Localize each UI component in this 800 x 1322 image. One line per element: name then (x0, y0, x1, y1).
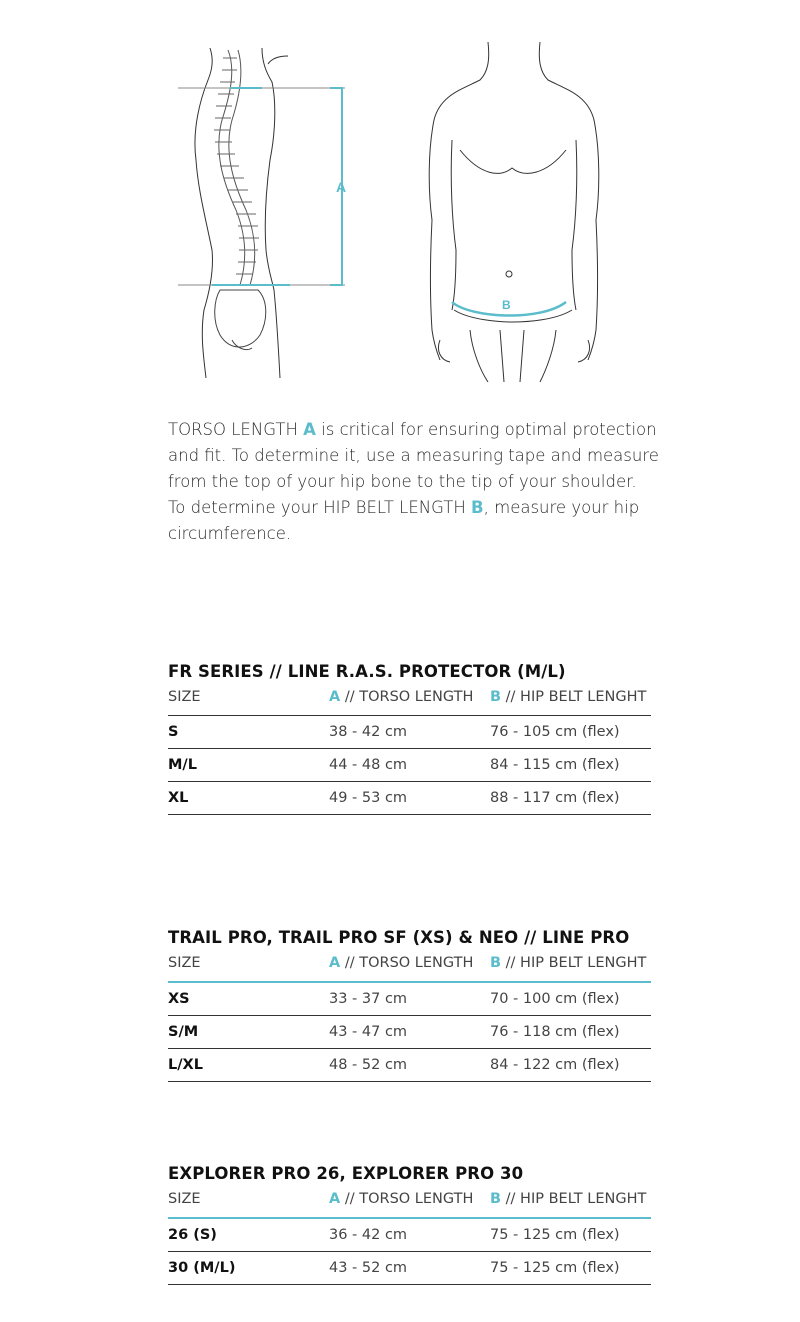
size-table-trail-pro (168, 924, 651, 1082)
size-table-fr-series (168, 658, 651, 815)
table-title: EXPLORER PRO 26, EXPLORER PRO 30 (168, 1164, 524, 1183)
table-row (168, 983, 651, 1016)
header-letter-b: B (490, 1191, 502, 1207)
table-row (168, 749, 651, 782)
cell-hip: 88 - 117 cm (flex) (490, 790, 620, 806)
header-hip-label: // HIP BELT LENGHT (505, 689, 647, 705)
cell-hip: 75 - 125 cm (flex) (490, 1260, 620, 1276)
cell-torso: 43 - 52 cm (329, 1260, 408, 1276)
header-torso-label: // TORSO LENGTH (344, 689, 474, 705)
cell-hip: 70 - 100 cm (flex) (490, 991, 620, 1007)
header-torso (329, 1188, 490, 1211)
intro-p1-letter: A (303, 420, 316, 439)
intro-p1-after: is critical for ensuring optimal protection and fit. To determine it, use a measuring tape and measure from the top of your hip bone to the tip of your shoulder. (168, 420, 659, 491)
cell-size: XL (168, 790, 189, 806)
header-torso-label: // TORSO LENGTH (344, 955, 474, 971)
intro-p2-letter: B (471, 498, 484, 517)
size-table-explorer-pro (168, 1160, 651, 1285)
header-size: SIZE (168, 955, 201, 971)
header-letter-a: A (329, 689, 341, 705)
cell-size: 26 (S) (168, 1227, 217, 1243)
cell-hip: 84 - 115 cm (flex) (490, 757, 620, 773)
table-title: FR SERIES // LINE R.A.S. PROTECTOR (M/L) (168, 662, 566, 681)
header-size: SIZE (168, 689, 201, 705)
cell-hip: 76 - 105 cm (flex) (490, 724, 620, 740)
header-letter-b: B (490, 689, 502, 705)
header-torso-label: // TORSO LENGTH (344, 1191, 474, 1207)
intro-p1-before: TORSO LENGTH (168, 420, 304, 439)
table-header (168, 952, 651, 981)
intro-p2-after: , measure your hip circumference. (168, 498, 640, 543)
table-title: TRAIL PRO, TRAIL PRO SF (XS) & NEO // LINE PRO (168, 928, 630, 947)
cell-size: M/L (168, 757, 197, 773)
cell-torso: 43 - 47 cm (329, 1024, 408, 1040)
cell-hip: 76 - 118 cm (flex) (490, 1024, 620, 1040)
table-row (168, 1049, 651, 1082)
header-torso (329, 686, 490, 709)
header-hip (490, 1188, 651, 1211)
table-row (168, 782, 651, 815)
cell-size: XS (168, 991, 190, 1007)
cell-size: L/XL (168, 1057, 203, 1073)
cell-torso: 48 - 52 cm (329, 1057, 408, 1073)
header-torso (329, 952, 490, 975)
cell-size: S (168, 724, 179, 740)
cell-torso: 44 - 48 cm (329, 757, 408, 773)
side-view-figure (195, 48, 288, 378)
header-letter-a: A (329, 955, 341, 971)
cell-torso: 36 - 42 cm (329, 1227, 408, 1243)
front-view-figure (429, 42, 599, 382)
header-size: SIZE (168, 1191, 201, 1207)
header-hip-label: // HIP BELT LENGHT (505, 955, 647, 971)
cell-hip: 84 - 122 cm (flex) (490, 1057, 620, 1073)
table-row (168, 1219, 651, 1252)
cell-size: S/M (168, 1024, 199, 1040)
table-row (168, 1016, 651, 1049)
header-hip (490, 952, 651, 975)
table-row (168, 1252, 651, 1285)
intro-p2-before: To determine your HIP BELT LENGTH (168, 498, 472, 517)
header-letter-b: B (490, 955, 502, 971)
cell-torso: 33 - 37 cm (329, 991, 408, 1007)
spine-icon (214, 50, 259, 285)
header-hip-label: // HIP BELT LENGHT (505, 1191, 647, 1207)
marker-b-label: B (502, 298, 511, 312)
marker-a-label: A (336, 179, 347, 195)
header-hip (490, 686, 651, 709)
cell-size: 30 (M/L) (168, 1260, 236, 1276)
cell-torso: 38 - 42 cm (329, 724, 408, 740)
measurement-illustration (0, 0, 800, 400)
table-header (168, 1188, 651, 1217)
table-header (168, 686, 651, 715)
intro-text (168, 417, 668, 547)
cell-hip: 75 - 125 cm (flex) (490, 1227, 620, 1243)
header-letter-a: A (329, 1191, 341, 1207)
table-row (168, 716, 651, 749)
cell-torso: 49 - 53 cm (329, 790, 408, 806)
